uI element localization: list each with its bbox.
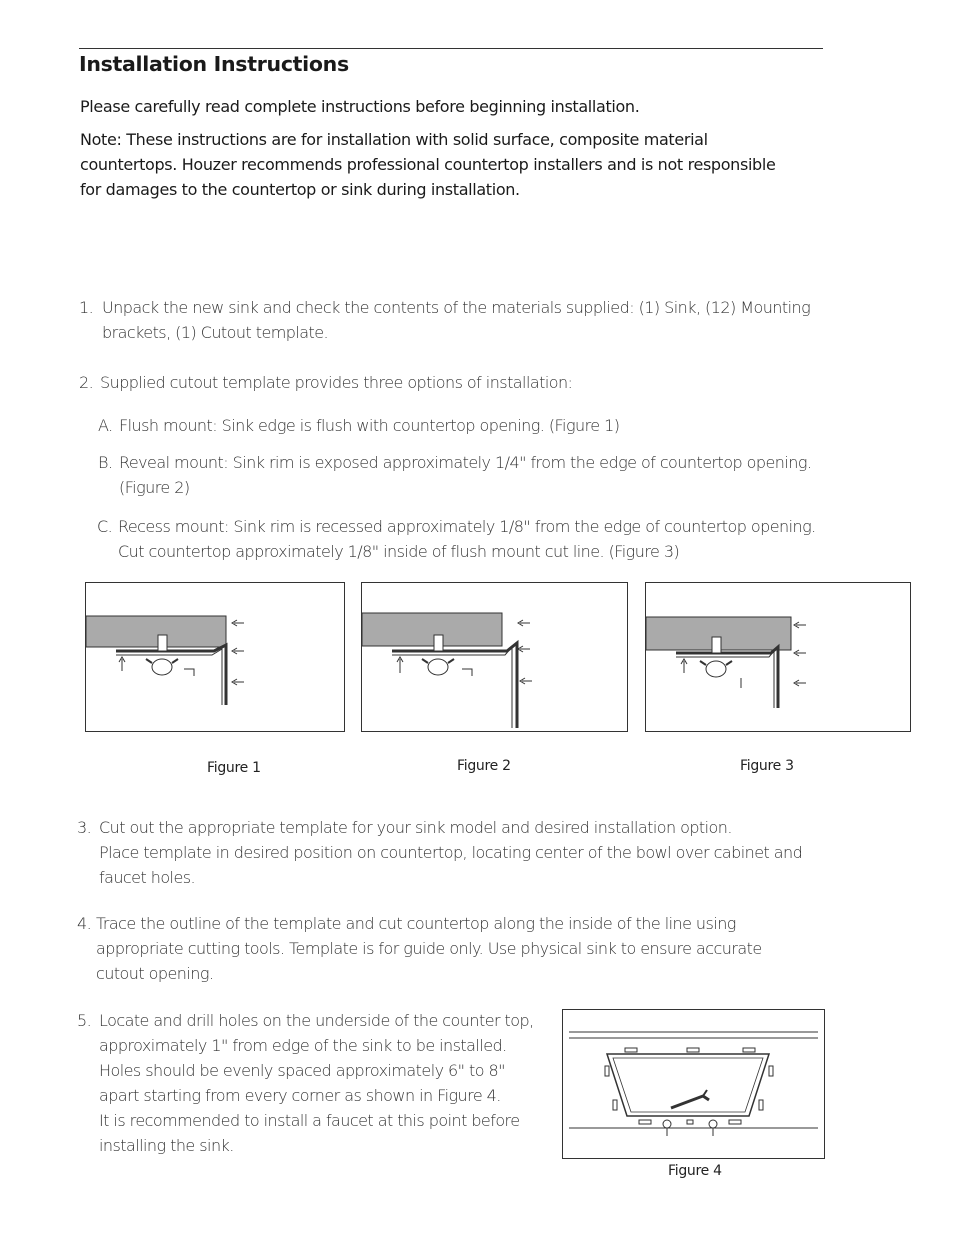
figure-3-caption: Figure 3 [740,758,794,774]
page-title: Installation Instructions [79,52,349,76]
figure-4-diagram [562,1009,825,1159]
step-2-number: 2. [79,373,94,392]
reveal-mount-illustration [362,583,627,731]
option-b-line-2: (Figure 2) [119,478,190,497]
step-3-line-3: faucet holes. [99,868,196,887]
intro-note-line-1: Note: These instructions are for installation with solid surface, composite material [80,130,708,149]
step-4-number: 4. [77,914,92,933]
step-2-line: Supplied cutout template provides three options of installation: [100,373,573,392]
option-c-line-2: Cut countertop approximately 1/8" inside of flush mount cut line. (Figure 3) [118,542,680,561]
step-5-line-5: It is recommended to install a faucet at this point before [99,1111,520,1130]
header-rule [79,48,823,49]
option-c-letter: C. [97,517,113,536]
intro-read-first: Please carefully read complete instructions before beginning installation. [80,97,640,116]
option-c-line-1: Recess mount: Sink rim is recessed approximately 1/8" from the edge of countertop opening. [118,517,816,536]
step-3-line-1: Cut out the appropriate template for your sink model and desired installation option. [99,818,732,837]
option-b-line-1: Reveal mount: Sink rim is exposed approximately 1/4" from the edge of countertop opening. [119,453,812,472]
figure-1-diagram [85,582,345,732]
figure-3-diagram [645,582,911,732]
figure-2-caption: Figure 2 [457,758,511,774]
step-5-line-6: installing the sink. [99,1136,234,1155]
step-5-line-3: Holes should be evenly spaced approximately 6" to 8" [99,1061,505,1080]
step-3-number: 3. [77,818,92,837]
step-3-line-2: Place template in desired position on countertop, locating center of the bowl over cabinet and [99,843,803,862]
step-5-line-2: approximately 1" from edge of the sink to be installed. [99,1036,507,1055]
option-a-line: Flush mount: Sink edge is flush with countertop opening. (Figure 1) [119,416,620,435]
step-4-line-3: cutout opening. [96,964,214,983]
step-5-number: 5. [77,1011,92,1030]
step-1-line-2: brackets, (1) Cutout template. [102,323,329,342]
step-5-line-4: apart starting from every corner as shown in Figure 4. [99,1086,501,1105]
bracket-placement-illustration [563,1010,824,1158]
step-1-number: 1. [79,298,94,317]
recess-mount-illustration [646,583,910,731]
figure-2-diagram [361,582,628,732]
step-4-line-1: Trace the outline of the template and cut countertop along the inside of the line using [96,914,736,933]
option-a-letter: A. [98,416,113,435]
step-1-line-1: Unpack the new sink and check the contents of the materials supplied: (1) Sink, (12) Mounting [102,298,811,317]
step-5-line-1: Locate and drill holes on the underside of the counter top, [99,1011,534,1030]
intro-note-line-2: countertops. Houzer recommends professional countertop installers and is not responsible [80,155,776,174]
step-4-line-2: appropriate cutting tools. Template is for guide only. Use physical sink to ensure accurate [96,939,762,958]
option-b-letter: B. [98,453,113,472]
flush-mount-illustration [86,583,344,731]
intro-note-line-3: for damages to the countertop or sink during installation. [80,180,520,199]
figure-1-caption: Figure 1 [207,760,261,776]
figure-4-caption: Figure 4 [668,1163,722,1179]
